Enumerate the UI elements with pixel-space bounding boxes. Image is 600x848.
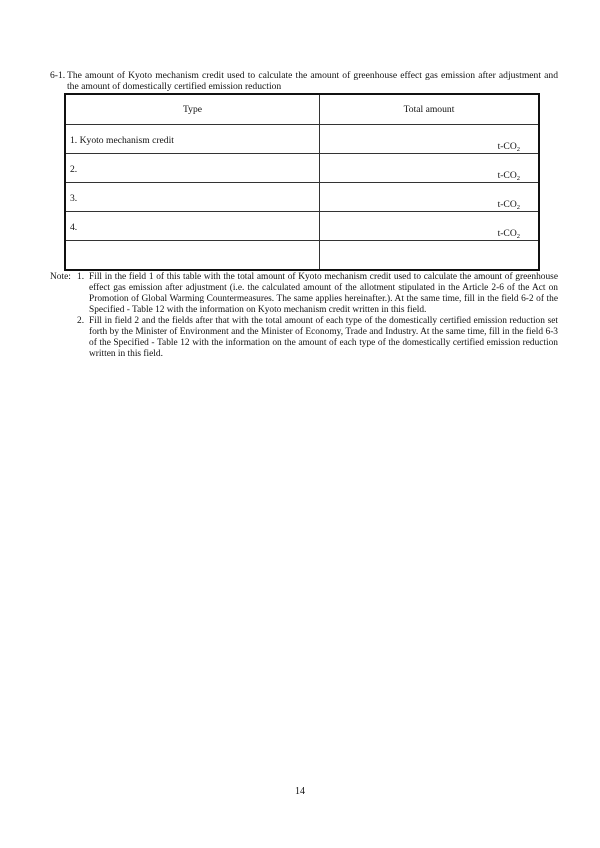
type-cell[interactable] [65, 212, 320, 241]
table-row [65, 154, 539, 183]
section-heading [50, 70, 558, 92]
table-row [65, 125, 539, 154]
table-row [65, 183, 539, 212]
note-number: 1. [77, 272, 85, 282]
table-row [65, 241, 539, 271]
note-item [50, 272, 558, 316]
header-total-amount: Total amount [320, 94, 540, 125]
table-header-row [65, 94, 539, 125]
credit-table [64, 93, 540, 271]
unit-label: $t-CO_2$ [497, 199, 520, 211]
total-amount-cell[interactable] [320, 125, 540, 154]
row-label: 4. [70, 222, 78, 233]
header-type: Type [65, 94, 320, 125]
total-amount-cell[interactable] [320, 241, 540, 271]
row-label: 3. [70, 193, 78, 204]
section-title: The amount of Kyoto mechanism credit used to calculate the amount of greenhouse effect gas emission after adjustment and the amount of domestically certified emission reduction [67, 70, 558, 92]
total-amount-cell[interactable] [320, 183, 540, 212]
notes [50, 272, 558, 360]
type-cell[interactable] [65, 241, 320, 271]
note-item [50, 316, 558, 360]
type-cell[interactable] [65, 183, 320, 212]
type-cell[interactable] [65, 125, 320, 154]
note-text: Fill in the field 1 of this table with the total amount of Kyoto mechanism credit used to calculate the amount of greenhouse effect gas emission after adjustment (i.e. the calculated amount of the allotment stipulated in the Article 2-6 of the Act on Promotion of Global Warming Countermeasures. The same applies hereinafter.). At the same time, fill in the field 6-2 of the Specified - Table 12 with the information on Kyoto mechanism credit written in this field. [89, 272, 558, 315]
section-number: 6-1. [50, 70, 66, 81]
type-cell[interactable] [65, 154, 320, 183]
row-label: 2. [70, 164, 78, 175]
note-text: Fill in field 2 and the fields after that with the total amount of each type of the domestically certified emission reduction set forth by the Minister of Environment and the Minister of Economy, Trade and Industry. At the same time, fill in the field 6-3 of the Specified - Table 12 with the information on the amount of each type of the domestically certified emission reduction written in this field. [89, 316, 558, 359]
total-amount-cell[interactable] [320, 212, 540, 241]
unit-label: $t-CO_2$ [497, 228, 520, 240]
note-number: 2. [77, 316, 85, 326]
note-label: Note: [50, 272, 71, 282]
unit-label: $t-CO_2$ [497, 141, 520, 153]
unit-label: $t-CO_2$ [497, 170, 520, 182]
page-number: 14 [295, 786, 305, 797]
table-row [65, 212, 539, 241]
total-amount-cell[interactable] [320, 154, 540, 183]
row-label: 1. Kyoto mechanism credit [70, 135, 174, 146]
row-label [66, 241, 319, 251]
